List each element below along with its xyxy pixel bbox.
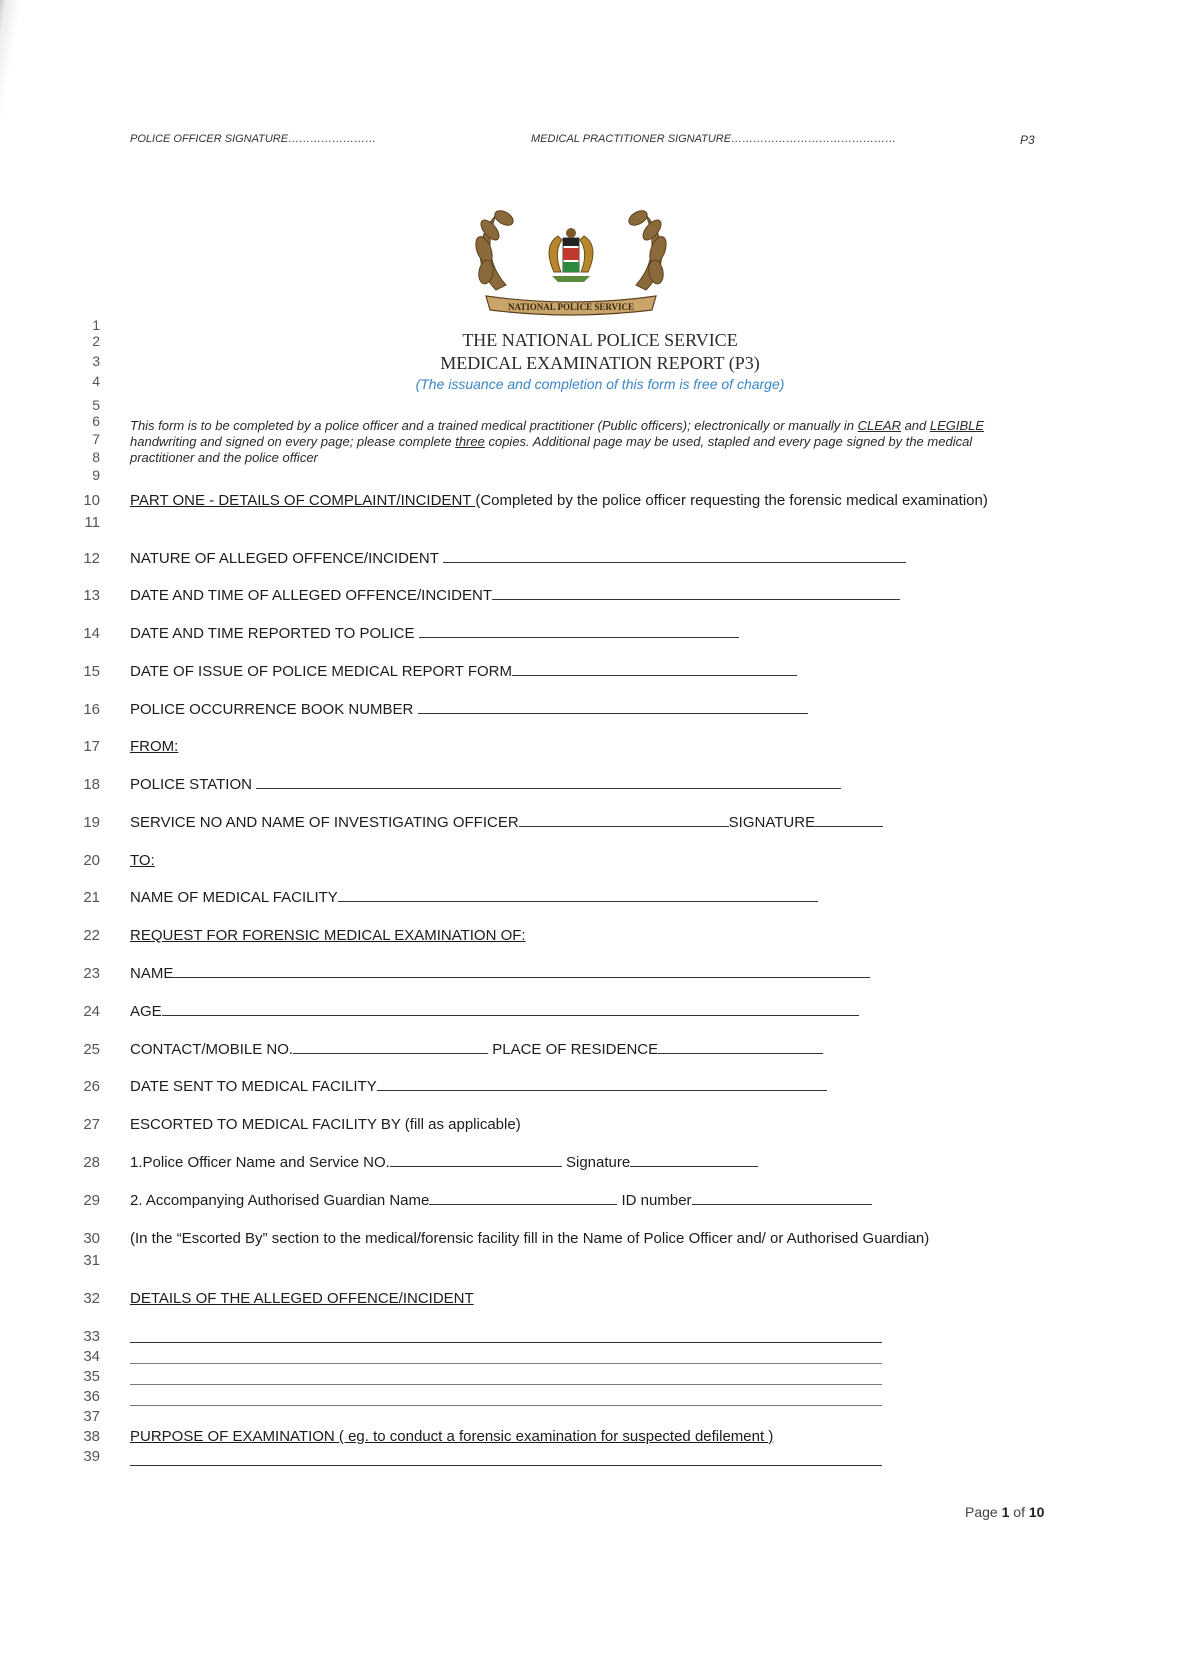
line-number: 34 bbox=[83, 1348, 100, 1365]
label-date-issue: DATE OF ISSUE OF POLICE MEDICAL REPORT FORM bbox=[130, 663, 513, 680]
line-number: 36 bbox=[83, 1388, 100, 1405]
escort-note: (In the “Escorted By” section to the medical/forensic facility fill in the Name of Police Officer and/ or Authorised Guardian) bbox=[130, 1230, 930, 1247]
input-name[interactable] bbox=[173, 965, 870, 978]
line-number: 3 bbox=[92, 353, 100, 369]
page-current: 1 bbox=[1001, 1504, 1010, 1520]
coat-of-arms bbox=[549, 228, 593, 282]
line-number: 9 bbox=[92, 467, 100, 483]
field-date-time-reported bbox=[130, 625, 739, 642]
input-date-time-offence[interactable] bbox=[492, 587, 900, 600]
scan-shadow bbox=[0, 0, 70, 240]
line-number: 37 bbox=[83, 1408, 100, 1425]
line-number: 7 bbox=[92, 431, 100, 447]
part-one-heading bbox=[130, 490, 1030, 512]
label-date-time-reported: DATE AND TIME REPORTED TO POLICE bbox=[130, 625, 415, 642]
free-of-charge-note: (The issuance and completion of this form is free of charge) bbox=[415, 376, 785, 392]
line-number: 13 bbox=[83, 587, 100, 604]
line-number: 25 bbox=[83, 1041, 100, 1058]
line-number: 33 bbox=[83, 1328, 100, 1345]
input-ob-number[interactable] bbox=[418, 701, 808, 714]
purpose-line[interactable] bbox=[130, 1465, 882, 1466]
label-date-time-offence: DATE AND TIME OF ALLEGED OFFENCE/INCIDENT bbox=[130, 587, 492, 604]
line-number: 20 bbox=[83, 852, 100, 869]
line-number: 2 bbox=[92, 333, 100, 349]
details-heading: DETAILS OF THE ALLEGED OFFENCE/INCIDENT bbox=[130, 1290, 474, 1307]
line-number: 4 bbox=[92, 373, 100, 389]
intro-clear: CLEAR bbox=[857, 418, 901, 433]
purpose-heading: PURPOSE OF EXAMINATION ( eg. to conduct a forensic examination for suspected defilement ) bbox=[130, 1428, 774, 1445]
line-number: 27 bbox=[83, 1116, 100, 1133]
input-date-sent[interactable] bbox=[377, 1078, 827, 1091]
line-number: 18 bbox=[83, 776, 100, 793]
line-number: 29 bbox=[83, 1192, 100, 1209]
instructions-paragraph bbox=[130, 418, 1040, 466]
field-police-station bbox=[130, 776, 841, 793]
input-officer-name[interactable] bbox=[390, 1154, 562, 1167]
details-line[interactable] bbox=[130, 1342, 882, 1343]
field-contact-residence bbox=[130, 1041, 823, 1058]
label-date-sent: DATE SENT TO MEDICAL FACILITY bbox=[130, 1078, 377, 1095]
label-ob-number: POLICE OCCURRENCE BOOK NUMBER bbox=[130, 701, 414, 718]
details-line[interactable] bbox=[130, 1405, 882, 1406]
field-guardian-escort bbox=[130, 1192, 872, 1209]
field-age bbox=[130, 1003, 859, 1020]
label-residence: PLACE OF RESIDENCE bbox=[492, 1041, 659, 1058]
line-number: 1 bbox=[92, 317, 100, 333]
field-investigating-officer bbox=[130, 814, 883, 831]
line-number: 15 bbox=[83, 663, 100, 680]
escorted-heading: ESCORTED TO MEDICAL FACILITY BY (fill as applicable) bbox=[130, 1116, 521, 1133]
line-number: 14 bbox=[83, 625, 100, 642]
line-number: 10 bbox=[83, 492, 100, 509]
field-nature-offence bbox=[130, 550, 906, 567]
input-guardian-name[interactable] bbox=[429, 1192, 617, 1205]
label-officer-signature: SIGNATURE bbox=[728, 814, 816, 831]
line-number: 31 bbox=[83, 1252, 100, 1269]
line-number: 30 bbox=[83, 1230, 100, 1247]
input-police-station[interactable] bbox=[256, 776, 841, 789]
label-guardian-name: 2. Accompanying Authorised Guardian Name bbox=[130, 1192, 430, 1209]
input-id-number[interactable] bbox=[692, 1192, 872, 1205]
input-contact[interactable] bbox=[293, 1041, 488, 1054]
line-number: 39 bbox=[83, 1448, 100, 1465]
emblem-banner-text: NATIONAL POLICE SERVICE bbox=[507, 302, 635, 312]
field-ob-number bbox=[130, 701, 808, 718]
intro-text-1: This form is to be completed by a police officer and a trained medical practitioner (Public officers); electronically or manually in bbox=[130, 418, 858, 433]
line-number: 23 bbox=[83, 965, 100, 982]
part-one-note: (Completed by the police officer requesting the forensic medical examination) bbox=[475, 492, 988, 509]
page-prefix: Page bbox=[965, 1504, 1002, 1520]
to-heading: TO: bbox=[130, 852, 155, 869]
line-number: 8 bbox=[92, 449, 100, 465]
label-officer-name: 1.Police Officer Name and Service NO. bbox=[130, 1154, 390, 1171]
page-of: of bbox=[1009, 1504, 1029, 1520]
service-title: THE NATIONAL POLICE SERVICE bbox=[462, 330, 738, 350]
field-date-time-offence bbox=[130, 587, 900, 604]
input-residence[interactable] bbox=[658, 1041, 823, 1054]
form-code: P3 bbox=[1020, 133, 1035, 147]
label-name: NAME bbox=[130, 965, 174, 982]
intro-text-2: handwriting and signed on every page; please complete bbox=[130, 434, 456, 449]
line-number: 28 bbox=[83, 1154, 100, 1171]
field-date-sent bbox=[130, 1078, 827, 1095]
line-number: 16 bbox=[83, 701, 100, 718]
part-one-title: PART ONE - DETAILS OF COMPLAINT/INCIDENT bbox=[130, 492, 476, 509]
label-id-number: ID number bbox=[621, 1192, 692, 1209]
input-officer-signature[interactable] bbox=[815, 814, 883, 827]
line-number: 11 bbox=[84, 514, 100, 531]
line-number: 32 bbox=[83, 1290, 100, 1307]
field-date-issue bbox=[130, 663, 797, 680]
intro-text-3: copies. Additional page may be used, stapled and every page signed by the medical practitioner and the police officer bbox=[130, 434, 973, 465]
request-heading: REQUEST FOR FORENSIC MEDICAL EXAMINATION OF: bbox=[130, 927, 526, 944]
input-age[interactable] bbox=[162, 1003, 859, 1016]
page-number bbox=[965, 1504, 1044, 1520]
label-age: AGE bbox=[130, 1003, 162, 1020]
line-number: 26 bbox=[83, 1078, 100, 1095]
label-escort-signature: Signature bbox=[566, 1154, 631, 1171]
line-number: 19 bbox=[83, 814, 100, 831]
input-nature-offence[interactable] bbox=[443, 550, 906, 563]
field-police-officer-escort bbox=[130, 1154, 758, 1171]
input-escort-signature[interactable] bbox=[630, 1154, 758, 1167]
line-number: 6 bbox=[92, 413, 100, 429]
police-signature-header: POLICE OFFICER SIGNATURE…………………… bbox=[130, 133, 377, 145]
line-number: 22 bbox=[83, 927, 100, 944]
label-police-station: POLICE STATION bbox=[130, 776, 252, 793]
medical-signature-header: MEDICAL PRACTITIONER SIGNATURE……………………………………… bbox=[531, 133, 897, 145]
details-line[interactable] bbox=[130, 1363, 882, 1364]
field-medical-facility bbox=[130, 889, 818, 906]
intro-three: three bbox=[455, 434, 485, 449]
line-number: 5 bbox=[92, 397, 100, 413]
label-investigating-officer: SERVICE NO AND NAME OF INVESTIGATING OFFICER bbox=[130, 814, 519, 831]
field-name bbox=[130, 965, 870, 982]
details-line[interactable] bbox=[130, 1384, 882, 1385]
line-number: 12 bbox=[83, 550, 100, 567]
input-medical-facility[interactable] bbox=[338, 889, 818, 902]
police-emblem bbox=[466, 200, 676, 320]
line-number: 24 bbox=[83, 1003, 100, 1020]
intro-and: and bbox=[900, 418, 930, 433]
line-number: 17 bbox=[83, 738, 100, 755]
label-medical-facility: NAME OF MEDICAL FACILITY bbox=[130, 889, 338, 906]
report-title: MEDICAL EXAMINATION REPORT (P3) bbox=[440, 353, 760, 373]
line-number: 38 bbox=[83, 1428, 100, 1445]
input-date-issue[interactable] bbox=[512, 663, 797, 676]
intro-legible: LEGIBLE bbox=[929, 418, 985, 433]
label-nature-offence: NATURE OF ALLEGED OFFENCE/INCIDENT bbox=[130, 550, 439, 567]
input-investigating-officer[interactable] bbox=[519, 814, 729, 827]
line-number: 35 bbox=[83, 1368, 100, 1385]
from-heading: FROM: bbox=[130, 738, 179, 755]
line-number: 21 bbox=[83, 889, 100, 906]
label-contact: CONTACT/MOBILE NO. bbox=[130, 1041, 294, 1058]
input-date-time-reported[interactable] bbox=[419, 625, 739, 638]
page-total: 10 bbox=[1028, 1504, 1045, 1520]
